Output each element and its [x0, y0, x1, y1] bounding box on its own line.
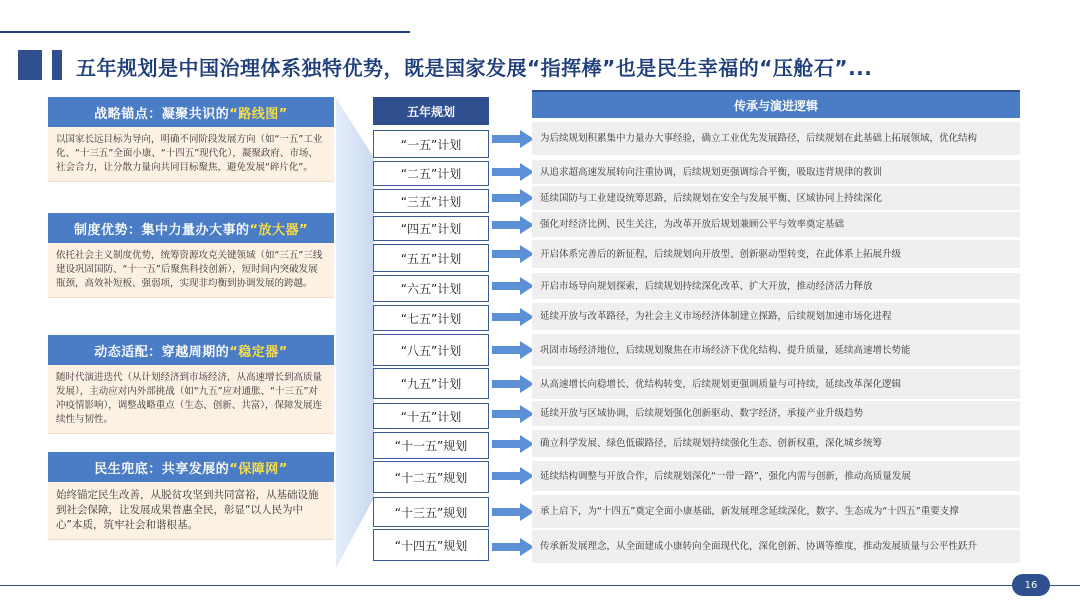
- card-header-highlight: “保障网”: [229, 461, 288, 477]
- logic-row: 确立科学发展、绿色低碳路径，后续规划持续强化生态、创新权重，深化城乡统筹: [532, 430, 1020, 457]
- plan-item: “五五”计划: [373, 244, 489, 272]
- plan-item: “十四五”规划: [373, 529, 489, 561]
- arrow-right-icon: [492, 375, 534, 393]
- top-rule: [0, 31, 410, 33]
- card-header: [48, 97, 334, 127]
- card-header-text: 战略锚点：凝聚共识的: [94, 106, 230, 122]
- card-header-highlight: “稳定器”: [229, 344, 288, 360]
- card-body: 以国家长远目标为导向，明确不同阶段发展方向（如“一五”工业化、“十三五”全面小康、“十四五”现代化），凝聚政府、市场、社会合力，让分散力量向共同目标聚焦，避免发展“碎片化”。: [56, 134, 323, 173]
- plan-item: “三五”计划: [373, 189, 489, 213]
- plans-header: 五年规划: [373, 97, 489, 125]
- plan-item: “一五”计划: [373, 130, 489, 158]
- plan-item: “十二五”规划: [373, 461, 489, 493]
- arrow-right-icon: [492, 130, 534, 148]
- logic-row: 开启体系完善后的新征程，后续规划向开放型、创新驱动型转变，在此体系上拓展升级: [532, 240, 1020, 268]
- card-header-text: 制度优势：集中力量办大事的: [73, 222, 250, 238]
- arrow-right-icon: [492, 341, 534, 359]
- arrow-right-icon: [492, 216, 534, 234]
- logic-header: 传承与演进逻辑: [532, 90, 1020, 118]
- card-body: 依托社会主义制度优势，统筹资源攻克关键领域（如“三五”三线建设巩固国防、“十一五”后聚焦科技创新），短时间内突破发展瓶颈，高效补短板、强弱项，实现非均衡到协调发展的跨越。: [56, 250, 323, 289]
- logic-row: 延续开放与改革路径，为社会主义市场经济体制建立探路，后续规划加速市场化进程: [532, 303, 1020, 330]
- card-header-text: 动态适配：穿越周期的: [94, 344, 230, 360]
- page-title: 五年规划是中国治理体系独特优势，既是国家发展“指挥棒”也是民生幸福的“压舱石”...: [76, 56, 873, 80]
- arrow-right-icon: [492, 189, 534, 207]
- logic-row: 为后续规划积累集中力量办大事经验，确立工业优先发展路径，后续规划在此基础上拓展领域，优化结构: [532, 122, 1020, 155]
- logic-row: 从高速增长向稳增长、优结构转变，后续规划更强调质量与可持续，延续改革深化逻辑: [532, 369, 1020, 399]
- logic-row: 延续国防与工业建设统筹思路，后续规划在安全与发展平衡、区域协同上持续深化: [532, 186, 1020, 210]
- card-strategic-anchor: [48, 97, 334, 182]
- logic-row: 承上启下，为“十四五”奠定全面小康基础，新发展理念延续深化，数字、生态成为“十四五”重要支撑: [532, 495, 1020, 528]
- arrow-right-icon: [492, 405, 534, 423]
- arrow-right-icon: [492, 163, 534, 181]
- bottom-rule: [0, 585, 1080, 586]
- logic-row: 巩固市场经济地位，后续规划聚焦在市场经济下优化结构、提升质量，延续高速增长势能: [532, 334, 1020, 366]
- card-header: [48, 452, 334, 482]
- plan-item: “四五”计划: [373, 216, 489, 241]
- arrow-right-icon: [492, 277, 534, 295]
- plan-item: “十一五”规划: [373, 432, 489, 459]
- card-header: [48, 335, 334, 365]
- arrow-right-icon: [492, 538, 534, 556]
- page-number: 16: [1012, 574, 1050, 596]
- card-header: [48, 213, 334, 243]
- logic-row: 延续结构调整与开放合作，后续规划深化“一带一路”，强化内需与创新，推动高质量发展: [532, 461, 1020, 491]
- card-institutional-advantage: [48, 213, 334, 298]
- plan-item: “九五”计划: [373, 368, 489, 399]
- arrow-right-icon: [492, 467, 534, 485]
- card-livelihood-guarantee: [48, 452, 334, 540]
- card-dynamic-adaptation: [48, 335, 334, 434]
- arrow-right-icon: [492, 503, 534, 521]
- funnel-connector: [336, 98, 374, 568]
- plan-item: “六五”计划: [373, 275, 489, 302]
- plan-item: “十三五”规划: [373, 497, 489, 527]
- card-body: 随时代演进迭代（从计划经济到市场经济，从高速增长到高质量发展），主动应对内外部挑战（如“九五”应对通胀、“十三五”对冲疫情影响），调整战略重点（生态、创新、共富），保障发展连续性与韧性。: [56, 372, 323, 425]
- card-body: 始终锚定民生改善，从脱贫攻坚到共同富裕，从基础设施到社会保障，让发展成果普惠全民，彰显“以人民为中心”本质，筑牢社会和谐根基。: [56, 489, 319, 531]
- logic-row: 开启市场导向规划探索，后续规划持续深化改革、扩大开放，推动经济活力释放: [532, 273, 1020, 299]
- plan-item: “二五”计划: [373, 161, 489, 186]
- card-header-highlight: “路线图”: [229, 106, 288, 122]
- arrow-right-icon: [492, 245, 534, 263]
- arrow-right-icon: [492, 435, 534, 453]
- logic-row: 强化对经济比例、民生关注，为改革开放后规划兼顾公平与效率奠定基础: [532, 212, 1020, 237]
- plan-item: “八五”计划: [373, 334, 489, 366]
- card-header-highlight: “放大器”: [249, 222, 309, 238]
- card-header-text: 民生兜底：共享发展的: [94, 461, 230, 477]
- plan-item: “七五”计划: [373, 305, 489, 331]
- arrow-right-icon: [492, 308, 534, 326]
- logic-row: 传承新发展理念，从全面建成小康转向全面现代化，深化创新、协调等维度，推动发展质量与公平性跃升: [532, 530, 1020, 563]
- plan-item: “十五”计划: [373, 403, 489, 429]
- logic-row: 从追求超高速发展转向注重协调，后续规划更强调综合平衡，吸取违背规律的教训: [532, 160, 1020, 184]
- logic-row: 延续开放与区域协调，后续规划强化创新驱动、数字经济，承接产业升级趋势: [532, 401, 1020, 426]
